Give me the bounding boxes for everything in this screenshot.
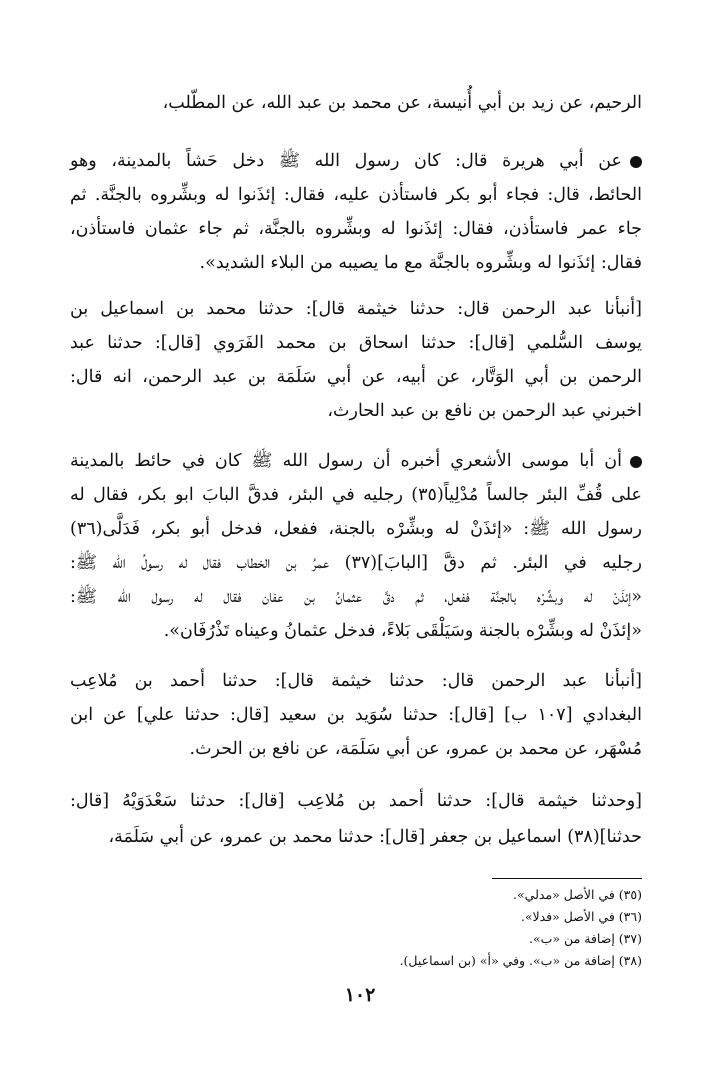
text-line	[70, 146, 642, 176]
text-line: فقال: إئذَنوا له وبشِّروه بالجنَّة مع ما يصيبه من البلاء الشديد».	[199, 253, 642, 273]
text-line: جاء عمر فاستأذن، فقال: إئذَنوا له وبشِّروه بالجنَّة، ثم جاء عثمان فاستأذن،	[70, 219, 642, 239]
bullet-icon	[630, 456, 642, 468]
text-line: اخبرني عبد الرحمن بن نافع بن عبد الحارث،	[327, 401, 642, 421]
text-line: رسول الله ﷺ: «إئذَنْ له وبشِّرْه بالجنة، ففعل، فدخل أبو بكر، فَدَلَّى(٣٦)	[70, 519, 642, 539]
text-line: على قُفِّ البئر جالساً مُدْلِياً(٣٥) رجليه في البئر، فدقَّ البابَ ابو بكر، فقال له	[70, 485, 642, 505]
footnote: (٣٧) إضافة من «ب».	[529, 931, 642, 946]
text-line: الحائط، قال: فجاء أبو بكر فاستأذن عليه، فقال: إئذَنوا له وبشِّروه بالجنَّة. ثم	[70, 185, 642, 205]
text-line: [أنبأنا عبد الرحمن قال: حدثنا خيثمة قال]: حدثنا أحمد بن مُلاعِب	[70, 671, 642, 691]
text-line: مُسْهَر، عن محمد بن عمرو، عن أبي سَلَمَة، عن نافع بن الحرث.	[189, 739, 642, 759]
text-line: رجليه في البئر. ثم دقَّ [البابَ](٣٧) عمرُ بن الخطاب فقال له رسولُ الله ﷺ:	[70, 553, 642, 573]
text-line-content: أن أبا موسى الأشعري أخبره أن رسول الله ﷺ كان في حائط بالمدينة	[70, 451, 622, 471]
text-line: الرحيم، عن زيد بن أبي أُنيسة، عن محمد بن عبد الله، عن المطّلب،	[162, 93, 642, 113]
text-line: حدثنا](٣٨) اسماعيل بن جعفر [قال]: حدثنا محمد بن عمرو، عن أبي سَلَمَة،	[108, 827, 642, 847]
page-number: ١٠٢	[344, 984, 376, 1006]
text-line: «إئذَنْ له وبشِّرْه بالجنة وسَيَلْقَى بَلاءً، فدخل عثمانُ وعيناه تَذْرُفَان».	[163, 621, 642, 641]
footnote-divider	[492, 878, 642, 879]
text-line: الرحمن بن أبي الوَتَّار، عن أبيه، عن أبي سَلَمَة بن عبد الرحمن، انه قال:	[70, 367, 642, 387]
text-line: «إئذَنْ له وبشِّرْه بالجنَّة ففعل، ثم دقَّ عثمانُ بن عفان فقال له رسول الله ﷺ:	[70, 587, 642, 607]
text-line: [وحدثنا خيثمة قال]: حدثنا أحمد بن مُلاعِب [قال]: حدثنا سَعْدَوَيْهُ [قال:	[70, 791, 642, 811]
text-line-content: عن أبي هريرة قال: كان رسول الله ﷺ دخل حَشاً بالمدينة، وهو	[70, 151, 622, 171]
text-line: [أنبأنا عبد الرحمن قال: حدثنا خيثمة قال]: حدثنا محمد بن اسماعيل بن	[70, 299, 642, 319]
footnote: (٣٥) في الأصل «مدلي».	[513, 887, 642, 902]
bullet-icon	[630, 156, 642, 168]
footnote: (٣٦) في الأصل «فدلا».	[520, 909, 642, 924]
text-line	[70, 446, 642, 476]
footnote: (٣٨) إضافة من «ب». وفي «أ» (بن اسماعيل).	[399, 953, 642, 968]
text-line: البغدادي [١٠٧ ب] [قال]: حدثنا سُوَيد بن سعيد [قال: حدثنا علي] عن ابن	[70, 705, 642, 725]
text-line: يوسف السُّلمي [قال]: حدثنا اسحاق بن محمد الفَرَوي [قال]: حدثنا عبد	[70, 333, 642, 353]
